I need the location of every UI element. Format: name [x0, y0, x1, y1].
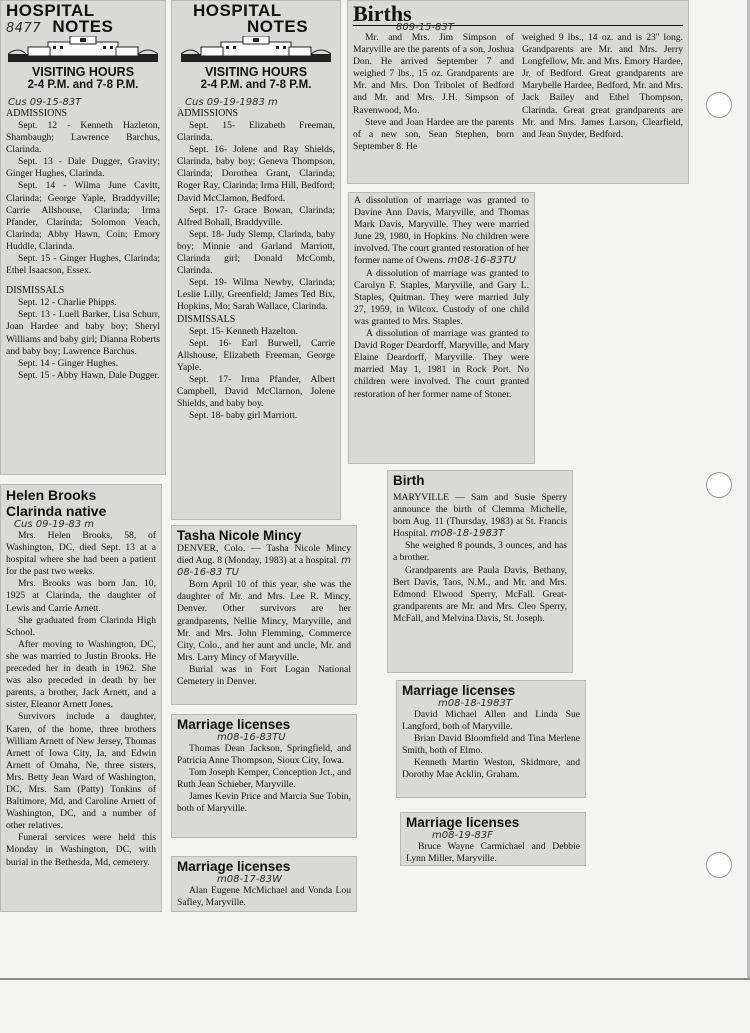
handwritten-date-stamp: m08-17-83W [217, 874, 283, 885]
hospital-notes-clipping-2 [171, 0, 341, 520]
hospital-notes-title: HOSPITAL 8477 NOTES [6, 1, 114, 36]
license-entry: Bruce Wayne Carmichael and Debbie Lynn Miller, Maryville. [406, 841, 580, 865]
dismissal-entry: Sept. 15- Kenneth Hazelton. [189, 325, 298, 337]
handwritten-date-stamp: m08-19-83F [432, 830, 493, 841]
handwritten-date-stamp: m 08-16-83 TU [177, 555, 351, 579]
binder-hole [706, 92, 732, 118]
visiting-hours-heading: VISITING HOURS [31, 65, 135, 79]
dismissal-entry: Sept. 12 - Charlie Phipps. [18, 297, 117, 309]
births-clipping [347, 0, 689, 184]
admission-entry: Sept. 17- Grace Bowan, Clarinda; Alfred Bohall, Braddyville. [177, 204, 335, 228]
obituary-paragraph: DENVER, Colo. — Tasha Nicole Mincy died Aug. 8 (Monday, 1983) at a hospital. [177, 543, 351, 567]
birth-announcement: Mr. and Mrs. Jim Simpson of Maryville are the parents of a son, Joshua Don. He arrived September 7 and weighed 7 lbs., 15 oz. Grandparents are Mr. and Mrs. Don Tribolet of Bedford and Mr. and Mrs. J.H. Simpson of Ravenwood, Mo. [353, 32, 514, 116]
dismissal-entry: Sept. 16- Earl Burwell, Carrie Allshouse, Elizabeth Freeman, George Yaple. [177, 337, 335, 373]
obituary-helen-brooks-clipping [0, 484, 162, 912]
obituary-tasha-mincy-clipping [171, 525, 357, 705]
marriage-licenses-title: Marriage licenses [177, 717, 291, 732]
obituary-paragraph: Burial was in Fort Logan National Cemetery in Denver. [177, 663, 351, 688]
hospital-notes-title: HOSPITAL NOTES [193, 1, 309, 36]
admission-entry: Sept. 15- Elizabeth Freeman, Clarinda. [177, 120, 335, 144]
admissions-heading: ADMISSIONS [177, 108, 239, 119]
handwritten-date-stamp: Cus 09-19-1983 m [185, 97, 278, 108]
birth-sperry-clipping [387, 470, 573, 673]
visiting-hours-heading: VISITING HOURS [204, 65, 308, 79]
marriage-licenses-title: Marriage licenses [406, 815, 520, 830]
obituary-title: Tasha Nicole Mincy [177, 528, 302, 543]
marriage-licenses-clipping-2 [171, 856, 357, 912]
admission-entry: Sept. 14 - Wilma June Cavitt, Clarinda; George Yaple, Braddyville; Carrie Allshouse, Clarinda; Irma Pfander, Clarinda; Solomon Veach, Clarinda; Abby Hawn, Coin; Emory Huddle, Clarinda. [6, 180, 160, 252]
handwritten-date-stamp: m08-16-83TU [447, 255, 517, 267]
birth-title: Birth [393, 473, 425, 488]
admission-entry: Sept. 13 - Dale Dugger, Gravity; Ginger Hughes, Clarinda. [6, 156, 160, 180]
obituary-paragraph: Mrs. Brooks was born Jan. 10, 1925 at Clarinda, the daughter of Lewis and Carrie Arnett. [6, 578, 156, 614]
birth-announcement: Steve and Joan Hardee are the parents of a new son, Sean Stephen, born September 8. He [353, 116, 514, 152]
handwritten-date-stamp: Cus 09-19-83 m [14, 519, 95, 530]
obituary-title: Helen Brooks Clarinda native [6, 487, 107, 519]
handwritten-number: 8477 [6, 21, 42, 36]
obituary-paragraph: Survivors include a daughter, Karen, of the home, three brothers William Arnett of New Jersey, Thomas Arnett of Iowa City, Ia, and Edwin Arnett of Omaha, Ne, three sisters, Mrs. Betty Jean Ward of Washington, DC, Mrs. Sam (Patty) Tonkins of Baltimore, Md, and Caroline Arnett of Washington, DC, and a number of other relatives. [6, 711, 156, 832]
admission-entry: Sept. 19- Wilma Newby, Clarinda; Leslie Lilly, Greenfield; James Ted Bix, Hopkins, Mo; Sarah Wallace, Clarinda. [177, 277, 335, 313]
hospital-building-illustration [177, 36, 335, 62]
visiting-hours-times: 2-4 P.M. and 7-8 P.M. [200, 79, 312, 91]
marriage-licenses-title: Marriage licenses [402, 683, 516, 698]
dismissal-entry: Sept. 13 - Luell Barker, Lisa Schurr, Joan Hardee and baby boy; Sheryl Williams and baby girl; Dianna Roberts and baby boy; Lawrence Barchus. [6, 309, 160, 357]
admission-entry: Sept. 12 - Kenneth Hazleton, Shambaugh; Lawrence Barchus, Clarinda. [6, 120, 160, 156]
license-entry: Kenneth Martin Weston, Skidmore, and Dorothy Mae Acklin, Graham. [402, 757, 580, 781]
visiting-hours-times: 2-4 P.M. and 7-8 P.M. [27, 79, 139, 91]
dismissal-entry: Sept. 15 - Abby Hawn, Dale Dugger. [18, 369, 160, 381]
sheet-bottom-edge [0, 978, 750, 980]
hospital-notes-clipping-1 [0, 0, 166, 475]
dismissals-heading: DISMISSALS [177, 313, 236, 325]
handwritten-date-stamp: m08-16-83TU [217, 732, 286, 743]
dismissal-entry: Sept. 18- baby girl Marriott. [189, 410, 298, 422]
binder-hole [706, 852, 732, 878]
license-entry: Alan Eugene McMichael and Vonda Lou Safley, Maryville. [177, 885, 351, 909]
hospital-building-illustration [6, 36, 160, 62]
dissolution-entry: A dissolution of marriage was granted to David Roger Deardorff, Maryville, and Mary Elaine Deardorff, Maryville. They were married May 1, 1981 in Rock Port. No children were involved. The court granted restoration of her former name of Stoner. [354, 328, 529, 400]
dismissal-entry: Sept. 14 - Ginger Hughes. [18, 357, 119, 369]
birth-entry: MARYVILLE — Sam and Susie Sperry announce the birth of Clemma Michelle, born Aug. 11 (Thursday, 1983) at St. Francis Hospital. [393, 492, 567, 540]
admission-entry: Sept. 16- Jolene and Ray Shields, Clarinda, baby boy; Geneva Thompson, Clarinda; Dorothea Grant, Clarinda; Roger Ray, Clarinda; Irma Hill, Bedford; David McClarnon, Bedford. [177, 144, 335, 204]
marriage-licenses-clipping-1 [171, 714, 357, 838]
handwritten-date-stamp: Cus 09-15-83T [8, 97, 82, 108]
obituary-paragraph: Mrs. Helen Brooks, 58, of Washington, DC, died Sept. 13 at a hospital where she had been a patient for the past two weeks. [6, 530, 156, 578]
dissolution-entry: A dissolution of marriage was granted to Carolyn F. Staples, Maryville, and Gary L. Staples, Quitman. They were married July 27, 1959, in Wilcox. Custody of one child was granted to Mrs. Staples. [354, 267, 529, 327]
birth-announcement-continued: weighed 9 lbs., 14 oz. and is 23'' long. Grandparents are Mr. and Mrs. Jerry Longfellow, Mr. and Mrs. Emory Hardee, Jr. of Bedford. Great grandparents are Marybelle Hardee, Bedford, Mr. and Mrs. Jack Bailey and Ethel Thompson, Clarinda. Great great grandparents are Mr. and Mrs. James Larson, Clearfield, and Jean Snyder, Bedford. [522, 32, 683, 140]
handwritten-date-stamp: 809-15-83T [396, 22, 454, 33]
dissolution-of-marriage-clipping [348, 192, 535, 464]
obituary-paragraph: She graduated from Clarinda High School. [6, 614, 156, 638]
obituary-paragraph: After moving to Washington, DC, she was married to Justin Brooks. He preceded her in death in 1962. She was also preceded in death by her parents, a brother, Jack Arnett, and a sister, Eleanor Arnett Jones. [6, 638, 156, 711]
dismissal-entry: Sept. 17- Irma Pfander, Albert Campbell, David McClarnon, Jolene Shields, and baby boy. [177, 373, 335, 410]
license-entry: Tom Joseph Kemper, Conception Jct., and Ruth Jean Schieber, Maryville. [177, 767, 352, 791]
birth-entry: She weighed 8 pounds, 3 ounces, and has a brother. [393, 540, 567, 564]
license-entry: James Kevin Price and Marcia Sue Tobin, both of Maryville. [177, 791, 351, 815]
birth-entry: Grandparents are Paula Davis, Bethany, Bert Davis, Taos, N.M., and Mr. and Mrs. Edmond Elwood Sperry, McFall. Great-grandparents are Mr. and Mrs. Cleo Sperry, McFall, and Melvina Davis, St. Joseph. [393, 564, 567, 624]
obituary-paragraph: Born April 10 of this year, she was the daughter of Mr. and Mrs. Lee R. Mincy, Denver. Other survivors are her grandparents, Nellie Mincy, Maryville, and Mr. and Mrs. John Flemming, Commerce City, Colo., and her aunt and uncle, Mr. and Mrs. Larry Mincy of Maryville. [177, 579, 351, 663]
dissolution-entry: A dissolution of marriage was granted to Davine Ann Davis, Maryville, and Thomas Mark Davis, Maryville. They were married June 29, 1980, in Hopkins. No children were involved. The court granted restoration of her former name of Owens. [354, 195, 529, 267]
handwritten-date-stamp: m08-18-1983T [438, 698, 512, 709]
admission-entry: Sept. 15 - Ginger Hughes, Clarinda; Ethel Isaacson, Essex. [6, 253, 160, 277]
obituary-paragraph: Funeral services were held this Monday in Washington, DC, with burial in the Bethesda, Md, cemetery. [6, 832, 156, 868]
binder-hole [706, 472, 732, 498]
births-title: Births [353, 1, 412, 26]
marriage-licenses-title: Marriage licenses [177, 859, 291, 874]
admissions-heading: ADMISSIONS [6, 108, 68, 119]
handwritten-date-stamp: m08-18-1983T [430, 528, 505, 540]
license-entry: David Michael Allen and Linda Sue Langford, both of Maryville. [402, 709, 580, 733]
admission-entry: Sept. 18- Judy Slemp, Clarinda, baby boy; Minnie and Garland Marriott, Clarinda girl; Donald McComb, Clarinda. [177, 228, 335, 277]
dismissals-heading: DISMISSALS [6, 285, 65, 297]
license-entry: Thomas Dean Jackson, Springfield, and Patricia Anne Thompson, Sioux City, Iowa. [177, 743, 351, 767]
marriage-licenses-clipping-3 [396, 680, 586, 798]
license-entry: Brian David Bloomfield and Tina Merlene Smith, both of Elmo. [402, 733, 580, 757]
marriage-licenses-clipping-4 [400, 812, 586, 866]
